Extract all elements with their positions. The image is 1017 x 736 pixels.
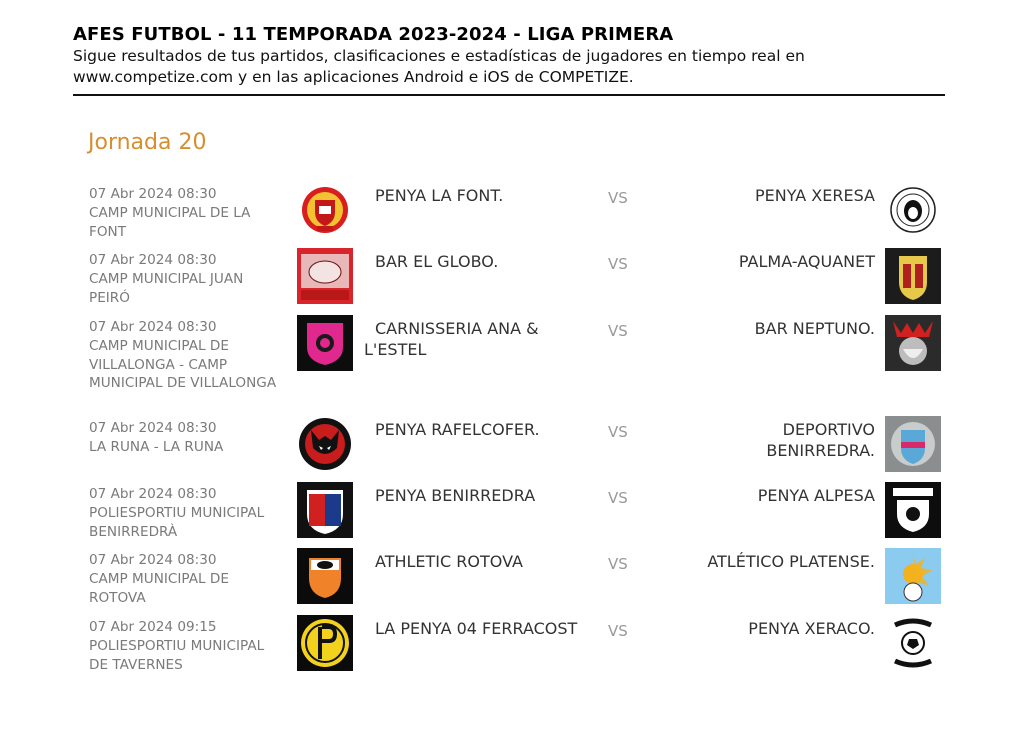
home-team-name[interactable]: ATHLETIC ROTOVA [375, 552, 523, 571]
vs-label: VS [608, 489, 628, 507]
match-datetime: 07 Abr 2024 08:30 [89, 319, 217, 335]
atletico-platense-crest-icon [885, 548, 941, 604]
home-team-name[interactable]: CARNISSERIA ANA & L'ESTEL [364, 319, 539, 359]
vs-label: VS [608, 322, 628, 340]
home-team-name[interactable]: BAR EL GLOBO. [375, 252, 499, 271]
la-penya-04-crest-icon [297, 615, 353, 671]
away-team-name[interactable]: PALMA-AQUANET [738, 252, 875, 271]
vs-label: VS [608, 255, 628, 273]
match-meta [89, 318, 284, 393]
match-datetime: 07 Abr 2024 08:30 [89, 486, 217, 502]
home-team-name[interactable]: PENYA BENIRREDRA [375, 486, 536, 505]
carnisseria-ana-crest-icon [297, 315, 353, 371]
match-venue: POLIESPORTIU MUNICIPAL DE TAVERNES [89, 637, 265, 673]
subtitle-line-2: www.competize.com y en las aplicaciones Android e iOS de COMPETIZE. [73, 68, 634, 86]
vs-label: VS [608, 622, 628, 640]
header-divider [73, 94, 945, 96]
page-header [73, 24, 945, 88]
match-venue: LA RUNA - LA RUNA [89, 438, 224, 455]
match-meta [89, 251, 284, 307]
page-title: AFES FUTBOL - 11 TEMPORADA 2023-2024 - LIGA PRIMERA [73, 24, 674, 45]
home-team-name[interactable]: PENYA LA FONT. [375, 186, 504, 205]
bar-neptuno-crest-icon [885, 315, 941, 371]
match-venue: CAMP MUNICIPAL DE LA FONT [89, 204, 251, 240]
match-datetime: 07 Abr 2024 08:30 [89, 252, 217, 268]
match-meta [89, 618, 284, 674]
bar-el-globo-crest-icon [297, 248, 353, 304]
match-venue: CAMP MUNICIPAL DE ROTOVA [89, 570, 229, 606]
away-team-name[interactable]: PENYA XERACO. [748, 619, 875, 638]
penya-la-font-crest-icon [297, 182, 353, 238]
away-team-name[interactable]: BAR NEPTUNO. [754, 319, 875, 338]
penya-xeraco-crest-icon [885, 615, 941, 671]
jornada-title: Jornada 20 [88, 130, 207, 155]
palma-aquanet-crest-icon [885, 248, 941, 304]
match-datetime: 07 Abr 2024 08:30 [89, 420, 217, 436]
match-datetime: 07 Abr 2024 08:30 [89, 186, 217, 202]
penya-benirredra-crest-icon [297, 482, 353, 538]
penya-xeresa-crest-icon [885, 182, 941, 238]
deportivo-benirredra-crest-icon [885, 416, 941, 472]
away-team-name[interactable]: PENYA XERESA [755, 186, 875, 205]
match-meta [89, 419, 284, 457]
match-meta [89, 485, 284, 541]
match-meta [89, 551, 284, 607]
home-team-name[interactable]: LA PENYA 04 FERRACOST [375, 619, 578, 638]
match-venue: CAMP MUNICIPAL JUAN PEIRÓ [89, 270, 244, 306]
subtitle-line-1: Sigue resultados de tus partidos, clasificaciones e estadísticas de jugadores en tiempo real en [73, 47, 805, 65]
match-meta [89, 185, 284, 241]
vs-label: VS [608, 423, 628, 441]
away-team-name[interactable]: DEPORTIVO BENIRREDRA. [766, 420, 875, 460]
vs-label: VS [608, 555, 628, 573]
away-team-name[interactable]: ATLÉTICO PLATENSE. [707, 552, 875, 571]
athletic-rotova-crest-icon [297, 548, 353, 604]
home-team-name[interactable]: PENYA RAFELCOFER. [375, 420, 540, 439]
match-venue: CAMP MUNICIPAL DE VILLALONGA - CAMP MUNICIPAL DE VILLALONGA [89, 337, 277, 392]
penya-rafelcofer-crest-icon [297, 416, 353, 472]
match-datetime: 07 Abr 2024 09:15 [89, 619, 217, 635]
vs-label: VS [608, 189, 628, 207]
match-venue: POLIESPORTIU MUNICIPAL BENIRREDRÀ [89, 504, 265, 540]
match-datetime: 07 Abr 2024 08:30 [89, 552, 217, 568]
away-team-name[interactable]: PENYA ALPESA [757, 486, 875, 505]
penya-alpesa-crest-icon [885, 482, 941, 538]
